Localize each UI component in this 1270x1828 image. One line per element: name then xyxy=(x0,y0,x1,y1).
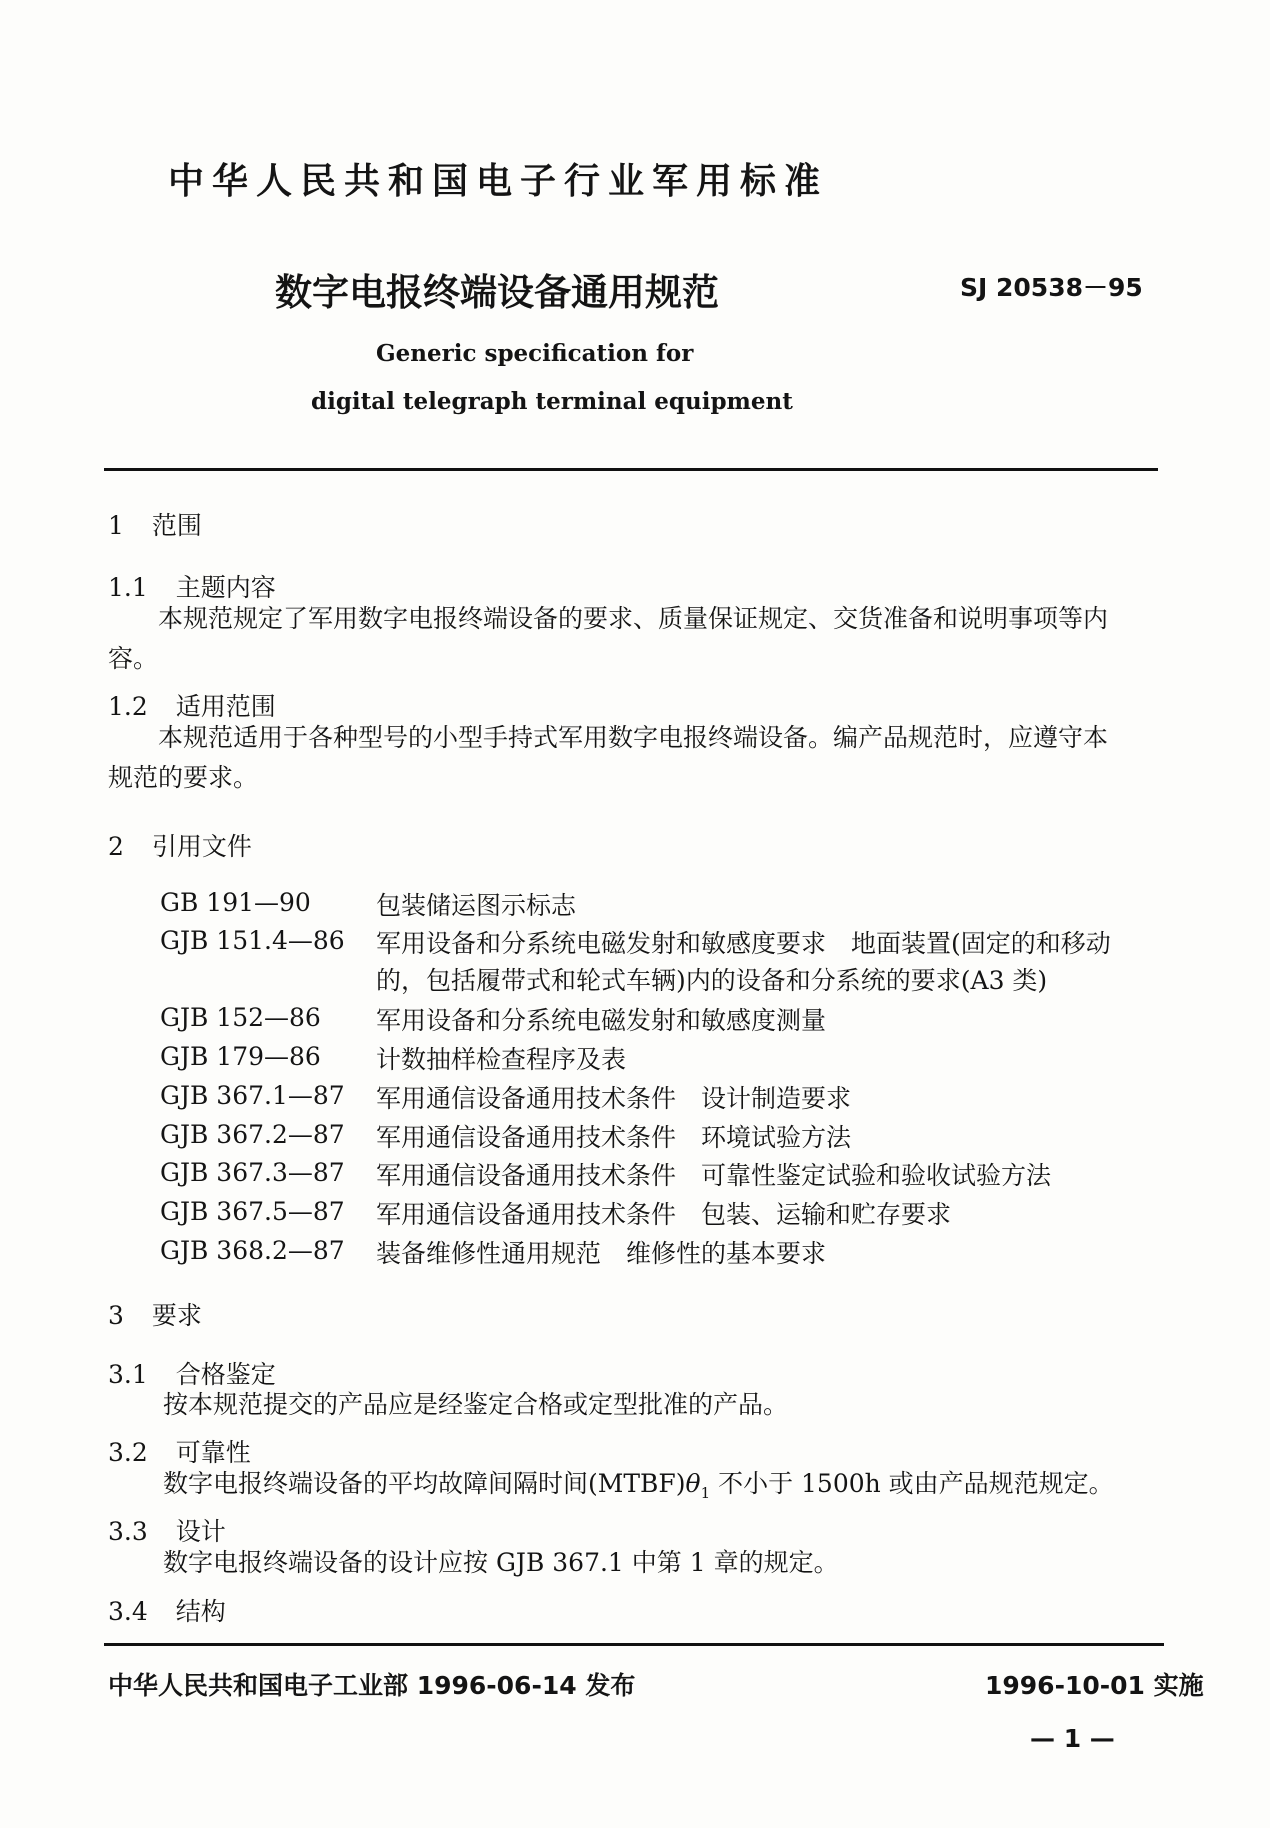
reference-code: GB 191—90 xyxy=(160,888,311,917)
header-rule xyxy=(104,468,1158,471)
section-1-1-heading xyxy=(108,568,276,604)
theta-symbol: θ xyxy=(685,1469,701,1498)
reference-code: GJB 179—86 xyxy=(160,1042,321,1071)
section-3-3-heading xyxy=(108,1512,226,1548)
standard-code: SJ 20538－95 xyxy=(960,273,1143,302)
section-title: 范围 xyxy=(151,511,202,540)
section-title: 适用范围 xyxy=(175,692,276,721)
section-1-2-paragraph-line1: 本规范适用于各种型号的小型手持式军用数字电报终端设备。编产品规范时，应遵守本 xyxy=(158,723,1109,752)
section-1-heading xyxy=(108,506,202,542)
reference-title: 军用设备和分系统电磁发射和敏感度要求 地面装置(固定的和移动 xyxy=(376,929,1111,958)
theta-subscript: 1 xyxy=(700,1484,711,1502)
section-3-2-heading xyxy=(108,1433,251,1469)
english-title-line2: digital telegraph terminal equipment xyxy=(311,388,793,415)
section-3-1-heading xyxy=(108,1355,276,1391)
section-3-2-paragraph xyxy=(163,1471,1114,1501)
reference-title: 军用设备和分系统电磁发射和敏感度测量 xyxy=(376,1006,827,1035)
section-title: 设计 xyxy=(175,1517,226,1546)
reference-title: 军用通信设备通用技术条件 环境试验方法 xyxy=(376,1123,852,1152)
footer-rule xyxy=(104,1643,1164,1646)
section-number: 2 xyxy=(108,832,124,861)
reference-code: GJB 367.5—87 xyxy=(160,1197,345,1226)
section-title: 可靠性 xyxy=(175,1438,251,1467)
reference-code: GJB 367.1—87 xyxy=(160,1081,345,1110)
reference-title: 装备维修性通用规范 维修性的基本要求 xyxy=(376,1239,827,1268)
reference-title: 包装储运图示标志 xyxy=(376,891,577,920)
reference-code: GJB 367.2—87 xyxy=(160,1120,345,1149)
reference-code: GJB 367.3—87 xyxy=(160,1158,345,1187)
section-1-1-paragraph-line1: 本规范规定了军用数字电报终端设备的要求、质量保证规定、交货准备和说明事项等内 xyxy=(158,604,1109,633)
section-number: 3.2 xyxy=(108,1438,148,1467)
section-title: 结构 xyxy=(175,1597,226,1626)
reference-title: 军用通信设备通用技术条件 可靠性鉴定试验和验收试验方法 xyxy=(376,1161,1052,1190)
section-1-2-heading xyxy=(108,687,276,723)
issuing-agency-heading: 中华人民共和国电子行业军用标准 xyxy=(168,161,829,202)
section-number: 3.1 xyxy=(108,1360,148,1389)
page-number: — 1 — xyxy=(1030,1724,1115,1753)
reference-title: 计数抽样检查程序及表 xyxy=(376,1045,627,1074)
section-3-4-heading xyxy=(108,1592,226,1628)
section-1-2-paragraph-line2: 规范的要求。 xyxy=(108,763,259,792)
effective-date: 1996-10-01 实施 xyxy=(985,1671,1204,1700)
section-number: 3.4 xyxy=(108,1597,148,1626)
section-number: 3 xyxy=(108,1301,124,1330)
reference-title-continued: 的，包括履带式和轮式车辆)内的设备和分系统的要求(A3 类) xyxy=(376,966,1048,995)
section-number: 3.3 xyxy=(108,1517,148,1546)
reference-title: 军用通信设备通用技术条件 包装、运输和贮存要求 xyxy=(376,1200,952,1229)
reference-code: GJB 152—86 xyxy=(160,1003,321,1032)
english-title-line1: Generic specification for xyxy=(376,340,694,367)
section-number: 1.2 xyxy=(108,692,148,721)
reference-code: GJB 151.4—86 xyxy=(160,926,345,955)
paragraph-text: 不小于 1500h 或由产品规范规定。 xyxy=(718,1469,1114,1498)
section-3-heading xyxy=(108,1296,202,1332)
document-title: 数字电报终端设备通用规范 xyxy=(275,271,719,314)
section-title: 引用文件 xyxy=(151,832,252,861)
paragraph-text: 数字电报终端设备的平均故障间隔时间(MTBF) xyxy=(163,1469,686,1498)
section-title: 主题内容 xyxy=(175,573,276,602)
section-number: 1 xyxy=(108,511,124,540)
section-number: 1.1 xyxy=(108,573,148,602)
section-2-heading xyxy=(108,827,252,863)
section-title: 合格鉴定 xyxy=(175,1360,276,1389)
reference-title: 军用通信设备通用技术条件 设计制造要求 xyxy=(376,1084,852,1113)
reference-code: GJB 368.2—87 xyxy=(160,1236,345,1265)
issued-date: 中华人民共和国电子工业部 1996-06-14 发布 xyxy=(108,1671,636,1700)
section-3-3-paragraph: 数字电报终端设备的设计应按 GJB 367.1 中第 1 章的规定。 xyxy=(163,1548,839,1577)
section-title: 要求 xyxy=(151,1301,202,1330)
section-3-1-paragraph: 按本规范提交的产品应是经鉴定合格或定型批准的产品。 xyxy=(163,1390,789,1419)
section-1-1-paragraph-line2: 容。 xyxy=(108,644,159,673)
